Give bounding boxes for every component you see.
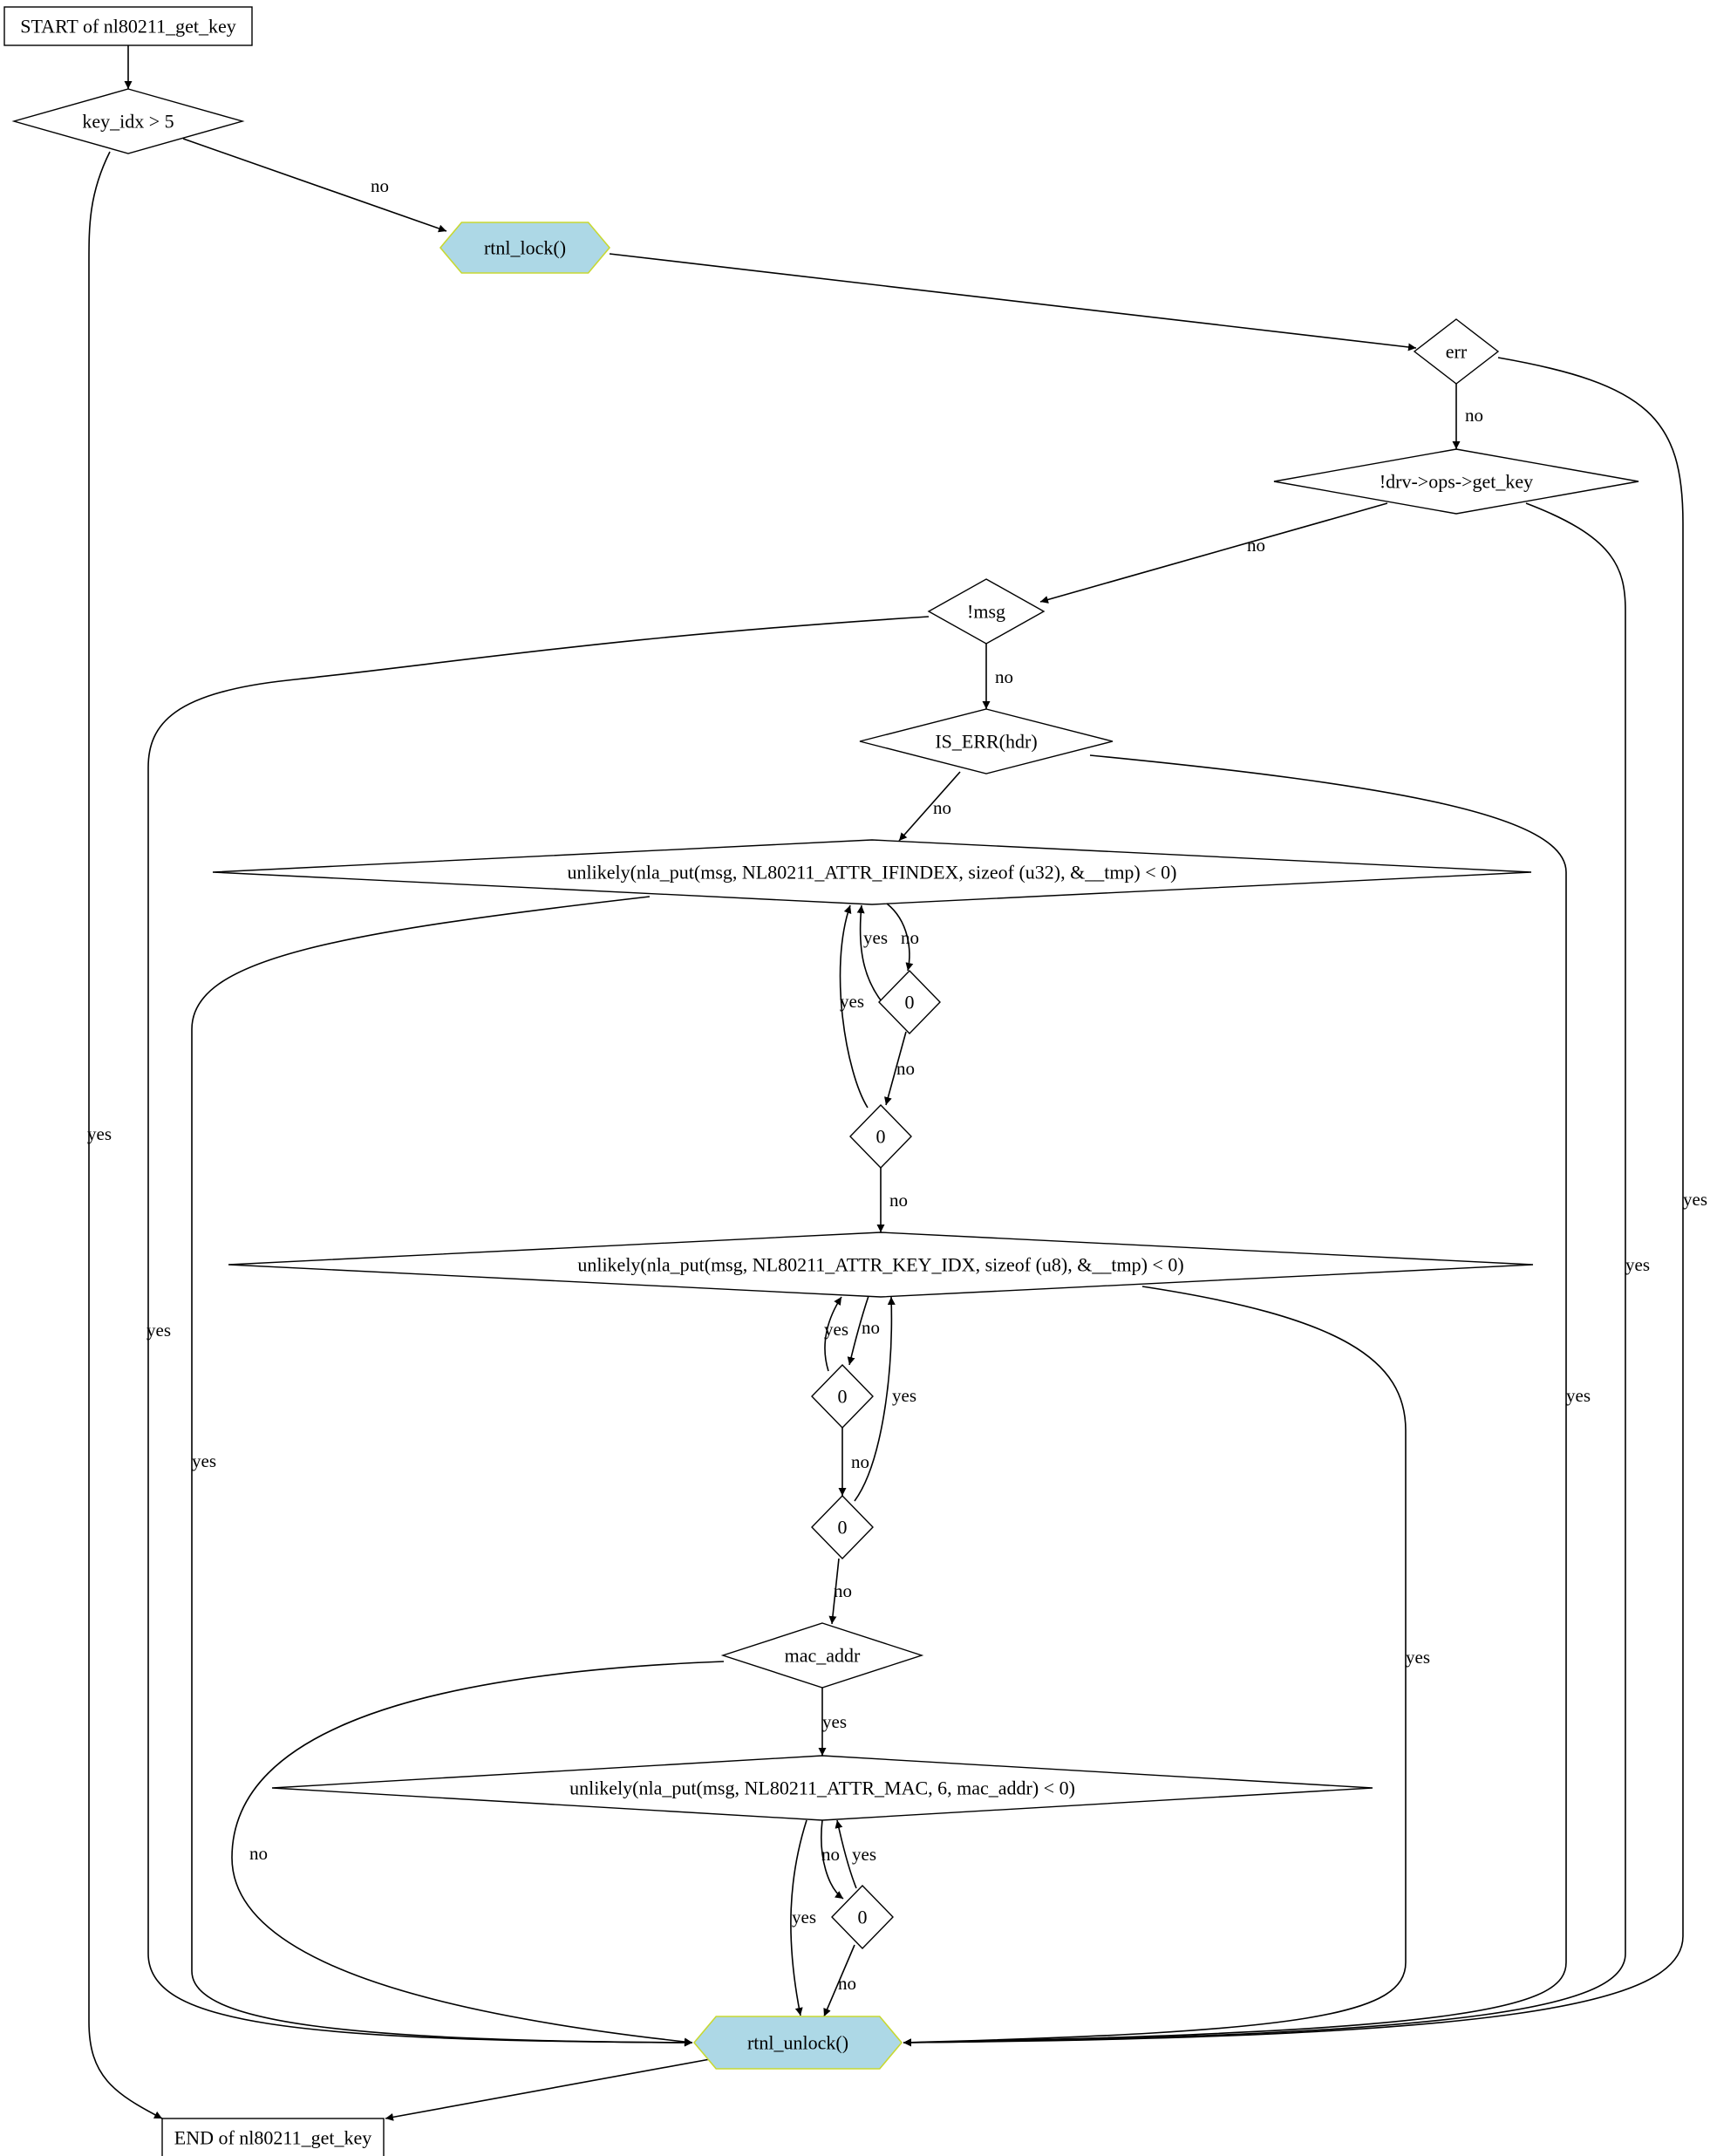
edge-label-keyidx2-zero3: no — [862, 1317, 880, 1338]
node-label: END of nl80211_get_key — [174, 2126, 372, 2149]
edge-label-ifindex-zero1: no — [901, 927, 919, 948]
edge-label-iserr-unlock: yes — [1566, 1385, 1591, 1406]
edge-label-keyidx-lock: no — [371, 175, 389, 196]
node-label: mac_addr — [784, 1644, 861, 1667]
edge-label-zero1-zero2: no — [896, 1058, 915, 1079]
edge-label-zero2-keyidx: no — [889, 1190, 908, 1211]
node-label: key_idx > 5 — [82, 110, 174, 133]
edge-label-zero3-zero4: no — [851, 1451, 869, 1472]
node-label: unlikely(nla_put(msg, NL80211_ATTR_KEY_IDX, sizeof (u8), &__tmp) < 0) — [577, 1253, 1184, 1276]
node-label: !drv->ops->get_key — [1379, 470, 1534, 493]
edge-label-zero5-unlock: no — [838, 1973, 856, 1994]
edge-label-keyidx-end: yes — [87, 1123, 112, 1144]
edge-label-err-unlock: yes — [1683, 1189, 1707, 1210]
edge-label-zero4-keyidx2: yes — [892, 1385, 916, 1406]
node-label: unlikely(nla_put(msg, NL80211_ATTR_IFINDEX, sizeof (u32), &__tmp) < 0) — [567, 861, 1177, 884]
node-label: rtnl_lock() — [483, 236, 567, 259]
node-rtnl-lock — [440, 222, 610, 273]
node-label: IS_ERR(hdr) — [935, 730, 1038, 753]
edge-label-mac-putmac: yes — [822, 1711, 847, 1732]
edge-label-putmac-unlock: yes — [792, 1907, 816, 1927]
node-end — [162, 2118, 384, 2156]
edge-label-msg-unlock: yes — [146, 1320, 171, 1341]
node-label: !msg — [967, 600, 1005, 623]
edge-label-getkey-unlock: yes — [1625, 1254, 1650, 1275]
node-label: 0 — [857, 1906, 868, 1928]
edge-label-zero4-mac: no — [834, 1580, 852, 1601]
edge-label-zero5-putmac: yes — [852, 1844, 876, 1865]
edge-label-zero3-keyidx2: yes — [824, 1319, 848, 1340]
node-start — [4, 7, 252, 45]
node-label: rtnl_unlock() — [746, 2031, 849, 2054]
edge-label-keyidx2-unlock: yes — [1406, 1647, 1430, 1668]
node-label: 0 — [904, 991, 915, 1013]
node-label: err — [1445, 340, 1468, 363]
edge-label-msg-iserr: no — [995, 666, 1013, 687]
edge-label-iserr-ifindex: no — [933, 797, 951, 818]
edge-label-ifindex-unlock: yes — [192, 1450, 216, 1471]
node-label: 0 — [875, 1125, 886, 1148]
node-rtnl-unlock — [694, 2016, 902, 2069]
edge-label-getkey-msg: no — [1247, 535, 1265, 556]
node-label: START of nl80211_get_key — [20, 15, 236, 38]
edge-label-zero1-ifindex: yes — [863, 927, 888, 948]
node-label: 0 — [837, 1385, 848, 1408]
edge-label-putmac-zero5: no — [821, 1844, 840, 1865]
edge-label-mac-unlock: no — [249, 1843, 268, 1864]
node-label: unlikely(nla_put(msg, NL80211_ATTR_MAC, 6, mac_addr) < 0) — [569, 1777, 1075, 1799]
edge-label-zero2-ifindex: yes — [840, 991, 864, 1012]
node-label: 0 — [837, 1516, 848, 1539]
edge-label-err-getkey: no — [1465, 405, 1483, 426]
